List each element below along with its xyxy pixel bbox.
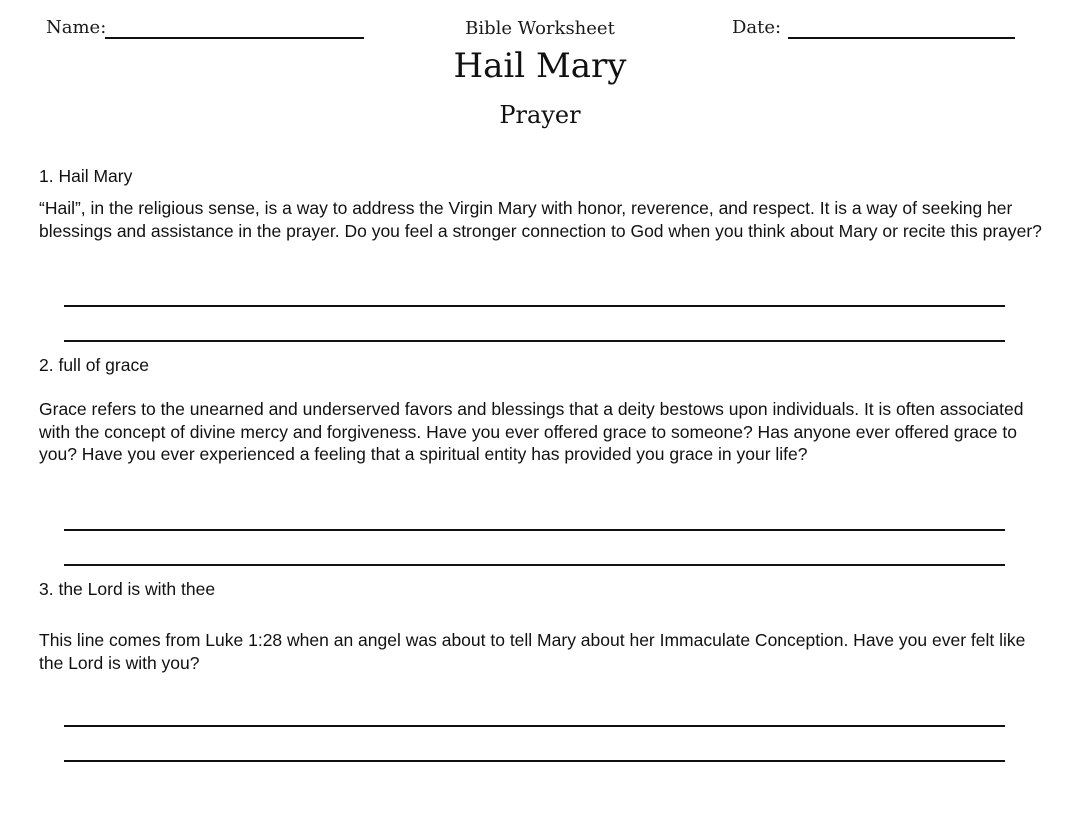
question-3-body: This line comes from Luke 1:28 when an angel was about to tell Mary about her Immaculate Conception. Have you ever felt like the Lord is with you? [39,630,1026,673]
question-1-heading: 1. Hail Mary [39,166,133,186]
question-2-heading: 2. full of grace [39,355,149,375]
question-1-body: “Hail”, in the religious sense, is a way to address the Virgin Mary with honor, reverence, and respect. It is a way of seeking her blessings and assistance in the prayer. Do you feel a stronger connection to God when you think about Mary or recite this prayer? [39,198,1042,241]
question-2-answer-line-1[interactable] [64,529,1005,531]
question-2-body: Grace refers to the unearned and underserved favors and blessings that a deity bestows upon individuals. It is often associated with the concept of divine mercy and forgiveness. Have you ever offered grace to someone? Has anyone ever offered grace to you? Have you ever experienced a feeling that a spiritual entity has provided you grace in your life? [39,399,1024,464]
question-3-answer-line-1[interactable] [64,725,1005,727]
date-label: Date: [732,17,782,38]
question-2-answer-line-2[interactable] [64,564,1005,566]
page-title: Hail Mary [453,46,627,86]
question-3-answer-line-2[interactable] [64,760,1005,762]
page-subtitle: Prayer [499,101,581,129]
question-1-answer-line-2[interactable] [64,340,1005,342]
name-label: Name: [46,17,107,38]
worksheet-label: Bible Worksheet [465,18,615,39]
question-1-answer-line-1[interactable] [64,305,1005,307]
question-3-heading: 3. the Lord is with thee [39,579,216,599]
date-field-line[interactable] [788,37,1015,39]
